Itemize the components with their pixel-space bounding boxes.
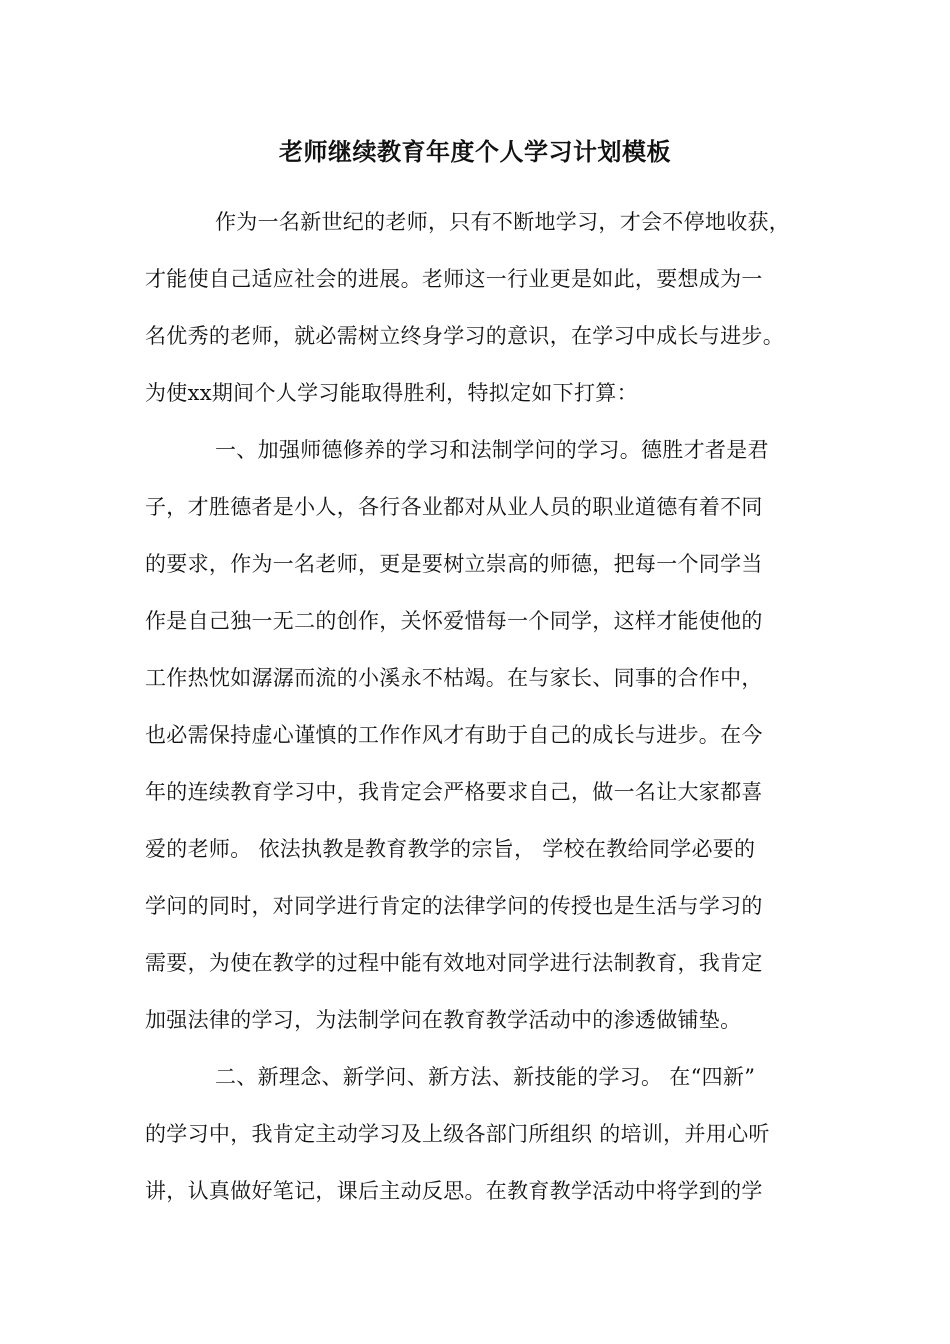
document-title: 老师继续教育年度个人学习计划模板	[279, 137, 671, 166]
paragraph-line: 作是自己独一无二的创作，关怀爱惜每一个同学，这样才能使他的	[145, 609, 763, 633]
paragraph-line: 的学习中，我肯定主动学习及上级各部门所组织 的培训，并用心听	[145, 1122, 770, 1146]
paragraph-line: 工作热忱如潺潺而流的小溪永不枯竭。在与家长、同事的合作中，	[145, 666, 763, 690]
paragraph-line: 需要，为使在教学的过程中能有效地对同学进行法制教育，我肯定	[145, 951, 763, 975]
paragraph-line: 也必需保持虚心谨慎的工作作风才有助于自己的成长与进步。在今	[145, 723, 763, 747]
paragraph-line: 名优秀的老师，就必需树立终身学习的意识，在学习中成长与进步。	[145, 324, 784, 348]
paragraph-line: 子，才胜德者是小人，各行各业都对从业人员的职业道德有着不同	[145, 495, 763, 519]
paragraph-line: 爱的老师。 依法执教是教育教学的宗旨， 学校在教给同学必要的	[145, 837, 756, 861]
paragraph-line: 作为一名新世纪的老师，只有不断地学习，才会不停地收获，	[215, 210, 791, 234]
paragraph-line: 年的连续教育学习中，我肯定会严格要求自己，做一名让大家都喜	[145, 780, 763, 804]
paragraph-line: 才能使自己适应社会的进展。老师这一行业更是如此，要想成为一	[145, 267, 763, 291]
paragraph-line: 一、加强师德修养的学习和法制学问的学习。德胜才者是君	[215, 438, 769, 462]
paragraph-line: 讲，认真做好笔记，课后主动反思。在教育教学活动中将学到的学	[145, 1179, 763, 1203]
paragraph-line: 为使xx期间个人学习能取得胜利，特拟定如下打算：	[145, 381, 638, 405]
paragraph-line: 加强法律的学习，为法制学问在教育教学活动中的渗透做铺垫。	[145, 1008, 742, 1032]
paragraph-line: 学问的同时，对同学进行肯定的法律学问的传授也是生活与学习的	[145, 894, 763, 918]
paragraph-line: 二、新理念、新学问、新方法、新技能的学习。 在“四新”	[215, 1065, 756, 1089]
paragraph-line: 的要求，作为一名老师，更是要树立崇高的师德，把每一个同学当	[145, 552, 763, 576]
